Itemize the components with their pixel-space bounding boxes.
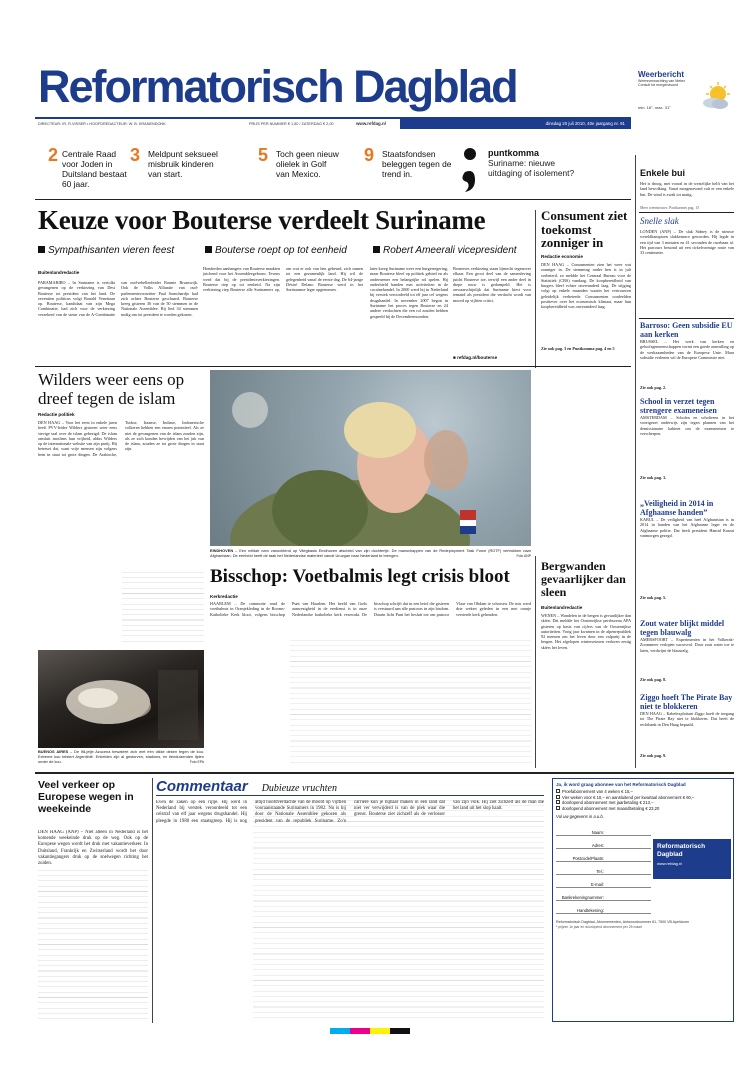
color-bar [330, 1028, 410, 1034]
eindhoven-photo [210, 370, 531, 546]
consument-ref: Zie ook pag. 3 en Puntkomma pag. 4 en 5 [541, 346, 615, 351]
sidebar-item-ref: Zie ook pag. 8. [640, 677, 667, 683]
form-field[interactable]: Adres: [556, 836, 651, 849]
form-logo-title: Reformatorisch Dagblad [657, 843, 706, 858]
weather-desc: Weersverwachting van Meteo Consult tot morgenavond [638, 79, 686, 88]
teaser-number: 3 [130, 145, 141, 165]
verkeer-headline[interactable]: Veel verkeer op Europese wegen in weekeinde [38, 779, 134, 815]
sidebar-item-title: „Veiligheid in 2014 in Afghaanse handen” [640, 500, 714, 517]
teaser-number: 9 [364, 145, 375, 165]
commentaar-body: Even de zaken op een rijtje. Hij werd in Nederland bij verstek veroordeeld tot een celstraf van elf jaar wegens drugshandel. Hij pleegde in 1980 een staatsgreep. Hij is nog altijd hoofdverdachte van de moord op vijftien vooraanstaande Surinamers in 1982. Nu is hij door de Nationale Assemblee gekozen als president van de republiek Suriname. Zo'n carrière kun je bijbaar maken in een land dat niet ver verwijderd is van de plek waar die grenst. Bouterse ziet zichzelf als de verlosser van zijn volk. Hij ziet zichzelf als de man die het land uit het slop haalt. [156, 800, 544, 824]
consument-headline[interactable]: Consument ziet toekomst zonniger in [541, 208, 628, 250]
lead-headline[interactable]: Keuze voor Bouterse verdeelt Suriname [38, 205, 486, 235]
lead-column-4: later kreeg Suriname weer een burgerregering, maar Bouterse bleef op politiek gebied en als ondernemer een belangrijke rol spelen. Hij onderhield banden met activiteiten in de cocaïnehandel. In 2000 werd hij in Nederland bij verstek veroordeeld tot elf jaar cel wegens drugshandel. In november 2007 begon in Suriname het proces tegen Bouterse en 24 andere verdachten die een rol zouden hebben gespeeld bij de Decembermoorden. [370, 266, 448, 319]
newspaper-title: Reformatorisch Dagblad [38, 61, 517, 112]
sidebar-item-title: School in verzet tegen strengere exameneisen [640, 398, 717, 415]
teaser-number: 5 [258, 145, 269, 165]
form-fill-note: Vul uw gegevens in a.u.b. [556, 814, 604, 820]
sidebar-item-title: Barroso: Geen subsidie EU aan kerken [640, 322, 733, 339]
form-field[interactable]: Tel.: [556, 862, 651, 875]
sidebar-item-title: Zout water blijkt middel tegen blauwalg [640, 620, 725, 637]
weather-text: Het is droog, met vooral in de westelijke helft van het land bewolking. Vanaf morgenavond valt er een enkele bui. De wind is zwak tot matig. [640, 181, 734, 197]
sidebar-item-ref: Zie ook pag. 5. [640, 595, 667, 601]
website-link[interactable]: www.refdag.nl [356, 121, 386, 126]
buenos-aires-caption: BUENOS AIRES – De Ifã-jetje Azucena bewaterrt zich met een dikke deken tegen de kou. Extreme kou teistert Argentinië. Enkelden zijn al gestorven, stadions, en tienduizenden lijden onder de kou. Foto EPA [38, 749, 204, 764]
weather-box [638, 70, 734, 154]
lead-column-1: PARAMARIBO – In Suriname is vertolkt gevangenen op de verkiezing van Desi Bouterse tot president van het land. De zeventien politicus volgt Ronald Venetiaan op. Bouterse, kandidaat van zijn Mega Combinatie, had zich voor de verkiezing verzekerd van de steun van de A-Combinatie van oud-rebellenleider Ronnie Brunswijk. Ook de Volks Alliantie van oud-parlementsvoorzitter Paul Somohardjo had zich achter Bouterse geschaard. Bouterse kreeg gisteren 36 van de 50 stemmen in de Nationale Assemblee. Bij lied 34 stemmen nodig om tot president te worden gekozen. [38, 280, 198, 317]
eindhoven-caption: EINDHOVEN – Een militair nam vanochtend op Vliegbasis Eindhoven afscheid van zijn dochtertje. De manschappen van de Redeployment Task Force (RDTF) vertrokken naar Afghanistan. De eenheid heeft de taak het Nederlandse materieel vanuit Uruzgan naar Nederland te brengen. Foto ANP [210, 548, 532, 558]
weather-section: Enkele bui [640, 168, 686, 178]
form-field[interactable]: Bankrekeningnummer: [556, 888, 651, 901]
form-option[interactable]: doorlopend abonnement met maandbetaling € 23,20 [556, 806, 730, 811]
square-icon [38, 246, 45, 253]
form-option[interactable]: Proefabonnement van 4 weken € 15,– [556, 789, 730, 794]
bergwanden-byline: Buitenlandredactie [541, 605, 583, 610]
teaser-text: Meldpunt seksueel misbruik kinderen van start. [148, 149, 218, 179]
lead-ref[interactable]: ■ refdag.nl/bouterse [453, 355, 498, 360]
puntkomma-box[interactable] [488, 148, 588, 178]
subhead-3: Robert Ameerali vicepresident [373, 245, 517, 256]
commentaar-subtitle: Dubieuze vruchten [261, 783, 337, 794]
sidebar-item[interactable] [640, 322, 734, 396]
wilders-headline[interactable]: Wilders weer eens op dreef tegen de islam [38, 370, 185, 408]
checkbox-icon[interactable] [556, 795, 560, 799]
bisschop-columns-filler [290, 640, 531, 767]
puntkomma-title: puntkomma [488, 148, 540, 158]
weather-temps: min. 16°, max. 31° [638, 104, 671, 110]
square-icon [373, 246, 380, 253]
sidebar-item[interactable] [640, 500, 734, 618]
checkbox-icon[interactable] [556, 806, 560, 810]
sidebar-item-ref: Zie ook pag. 3. [640, 475, 667, 481]
wilders-column-1: DEN HAAG – Voor het eerst in enkele jaren heeft PVV-leider Wilders gisteren weer eens stevige taal over de islam gebezigd. De islam omsluit moslims hun vrijheid, aldus Wilders op de internationale website van zijn partij. Hij betreurt dat, want vrije mensen zijn volgens hem in staat tot grote dingen. De Arabische, Turkse, Iraanse, Indiase, Indonesische volkeren hebben een enorm potentieel. Als ze niet de gevangenen van de islam zouden zijn, als ze zich konden bevrijden van het juk van de islam, zouden ze tot grote dingen in staat zijn. [38, 420, 204, 457]
lead-column-2: Honderden aanhangers van Bouterse maakten juichend voor het Assembleegebouw. Tevens werd dat bij de presidentsverkiezingen. Bouterse riep op tot eenheid. Na zijn verkiezing riep Bouterse alle Surinamers op, om wat er ook van hen gebeurd, zich samen tot een gezamenlijk land. Hij wil de gelegenheid vanaf de eerste dag. De 64-jarige Désiré Delano Bouterse werd in het Surinaamse leger opgenomen. [203, 266, 363, 293]
sidebar-item-title: Ziggo hoeft The Pirate Bay niet te blokkeren [640, 694, 733, 711]
form-field[interactable]: Postcode/Plaats: [556, 849, 651, 862]
form-address: Reformatorisch Dagblad, Abonnementen, Antwoordnummer 81, 7500 VB Apeldoorn [556, 920, 690, 925]
form-note: * prijzen 1e jaar en doorlopend abonnement per 25 maart [556, 925, 643, 930]
commentaar-header [156, 778, 544, 796]
sidebar-item[interactable] [640, 398, 734, 496]
form-field[interactable]: E-mail: [556, 875, 651, 888]
puntkomma-icon [455, 146, 485, 192]
bisschop-byline: Kerkredactie [210, 594, 238, 599]
info-left: DIRECTEUR: IR. R.VISSER • HOOFDREDACTEUR: W. B. KRANENDONK [38, 122, 166, 126]
form-logo-sub: www.refdag.nl [657, 861, 683, 866]
consument-byline: Redactie economie [541, 254, 583, 259]
sidebar-item-text: KABUL – De veiligheid van heel Afghanistan is in 2014 in handen van het Afghaanse leger en de Afghaanse politie. Dat heeft president Hamid Karzai vanmorgen gezegd. [640, 517, 734, 539]
wilders-byline: Redactie politiek [38, 412, 75, 417]
form-option[interactable]: doorlopend abonnement met jaarbetaling € 213,– [556, 800, 730, 805]
lead-column-5: Bouterses verkiezing staan lijnrecht tegenover elkaar. Een groot deel van de samenleving juicht Bouterse toe, terwijl een ander deel in diepe rouw is gedompeld. Het is onwaarschijnlijk dat Suriname kiest voor iemand als president die verdacht wordt van moord op vijftien critici. [453, 266, 531, 303]
teaser-text: Toch geen nieuw olielek in Golf van Mexico. [276, 149, 339, 179]
sidebar-item-text: AMERSFOORT – Experimenten in het Volkerak-Zoommeer verlopen succesvol. Door zout water toe te laten, verdwijnt de blauwalg. [640, 637, 734, 653]
subhead-1: Sympathisanten vieren feest [38, 245, 174, 256]
form-logo [653, 839, 731, 879]
form-fields [556, 823, 651, 914]
bisschop-body: HAARLEM – De commotie rond de voetbalmis in Oranjekleding in de Rooms-Katholieke Kerk bloot, volgens bisschop Punt van Haarlem. Het beeld van Gods aanwezigheid in de eredienst is in onze Nederlandse katholieke kerk verzwakt. De bisschop schrijft dat in een brief die gisteren is verstuurd aan alle pastoors in zijn bisdom. Daarin licht Punt het besluit toe om pastoor Vlaar van Obdam te schorsen. De mis werd drie weken geleden in een met oranje versierde kerk gehouden. [210, 601, 531, 617]
checkbox-icon[interactable] [556, 800, 560, 804]
bergwanden-headline[interactable]: Bergwanden gevaarlijker dan sleen [541, 559, 626, 599]
sidebar-item[interactable] [640, 694, 734, 768]
form-option[interactable]: Vier weken voor € 10,– en aansluitend per kwartaal abonnement € 60,– [556, 795, 730, 800]
square-icon [205, 246, 212, 253]
form-field[interactable]: Handtekening: [556, 901, 651, 914]
wilders-column-extra [122, 572, 204, 646]
subhead-2: Bouterse roept op tot eenheid [205, 245, 347, 256]
weather-outlook: Meer weernieuws: Pontkarmes pag. 15 [640, 206, 700, 210]
sidebar-item[interactable] [640, 620, 734, 692]
sidebar-item-text: AMSTERDAM – Scholen en scholieren in het voortgezet onderwijs zijn tegen plannen van het demissionaire kabinet om de exameneisen te verscherpen. [640, 415, 734, 437]
verkeer-body-filler [38, 870, 148, 1020]
teaser-number: 2 [48, 145, 59, 165]
puntkomma-text: Suriname: nieuwe uitdaging of isolement? [488, 158, 575, 178]
edition-date: dinsdag 20 juli 2010, 40e jaargang nr. 91 [545, 121, 625, 126]
lead-subheads [38, 245, 528, 259]
lead-byline: Buitenlandredactie [38, 270, 80, 275]
bisschop-headline[interactable]: Bisschop: Voetbalmis legt crisis bloot [210, 566, 510, 587]
form-field[interactable]: Naam: [556, 823, 651, 836]
sidebar-item-ref: Zie ook pag. 9. [640, 753, 667, 759]
snelle-slak-title[interactable]: Snelle slak [640, 216, 679, 226]
bergwanden-body: WENEN – Wandelen in de bergen is gevaarlijker dan skiën. Dat meldde het Oostenrijkse persbureau APA gisteren op basis van cijfers van de Oostenrijkse autoriteiten. Vorig jaar kwamen in de alpenrepubliek 92 mensen om het leven door een valpartij in de bergen. Het afgelopen winterseizoen verloren zestig skiërs het leven. [541, 613, 631, 650]
teaser-row [48, 145, 478, 193]
buenos-aires-photo [38, 650, 204, 748]
commentaar-body-filler [253, 800, 544, 1020]
sun-cloud-icon [700, 82, 734, 112]
sidebar-item-text: BRUSSEL – Het werk van kerken en geloofsgemeenschappen vormt een goede aanvulling op de werkzaamheden van de Europese Unie. Maar subsidie verlenen wil de Europese Commissie niet. [640, 339, 734, 361]
verkeer-body: DEN HAAG (ANP) – Niet alleen in Nederland is het komende weekeinde druk op de weg. Ook op de Europese wegen wordt het druk met vakantieverkeer. In Duitsland, Frankrijk en Zwitserland wordt het door vakantiegangers druk op de snelwegen richting het zuiden. [38, 830, 148, 867]
arrow-icon: ■ [453, 355, 458, 360]
teaser-text: Staatsfondsen beleggen tegen de trend in. [382, 149, 452, 179]
consument-body: DEN HAAG – Consumenten zien het weer wat zonniger in. De stemming onder hen is in juli verbeterd, zo meldde het Centraal Bureau voor de Statistiek (CBS) vandaag. De koopbereidheid van burgers bleef echter onveranderd laag. De stijging volgt op enkele maanden waarin het vertrouwen geleidelijk verbeterde. Consumenten oordeelden positiever over het economisch klimaat, maar hun koopbereidheid was onveranderd laag. [541, 262, 631, 310]
sidebar-item-text: DEN HAAG – Kabelexploitant Ziggo hoeft de toegang tot The Pirate Bay niet te blokkeren. Dat heeft de rechtbank in Den Haag bepaald. [640, 711, 734, 727]
edition-bar [400, 119, 631, 129]
snelle-slak-body: LONDEN (ANP) – De slak Sidney is de nieuwe wereldkampioen slakkenrace geworden. Hij legde in een tijd van 3 minuten en 41 seconden de racebaan af. Het parcours bestond uit een cirkelvormige route van 33 centimeter. [640, 229, 734, 256]
teaser-text: Centrale Raad voor Joden in Duitsland bestaat 60 jaar. [62, 149, 127, 189]
sidebar-item-ref: Zie ook pag. 2. [640, 385, 667, 391]
info-price: PRIJS PER NUMMER € 1,50 / ZATERDAG € 2,00 [249, 122, 334, 126]
masthead [38, 62, 638, 112]
subscription-form [552, 778, 734, 1022]
commentaar-title: Commentaar [156, 778, 248, 795]
form-title: Ja, ik word graag abonnee van het Reformatorisch Dagblad [556, 782, 686, 787]
weather-title: Weerbericht [638, 70, 685, 79]
checkbox-icon[interactable] [556, 789, 560, 793]
